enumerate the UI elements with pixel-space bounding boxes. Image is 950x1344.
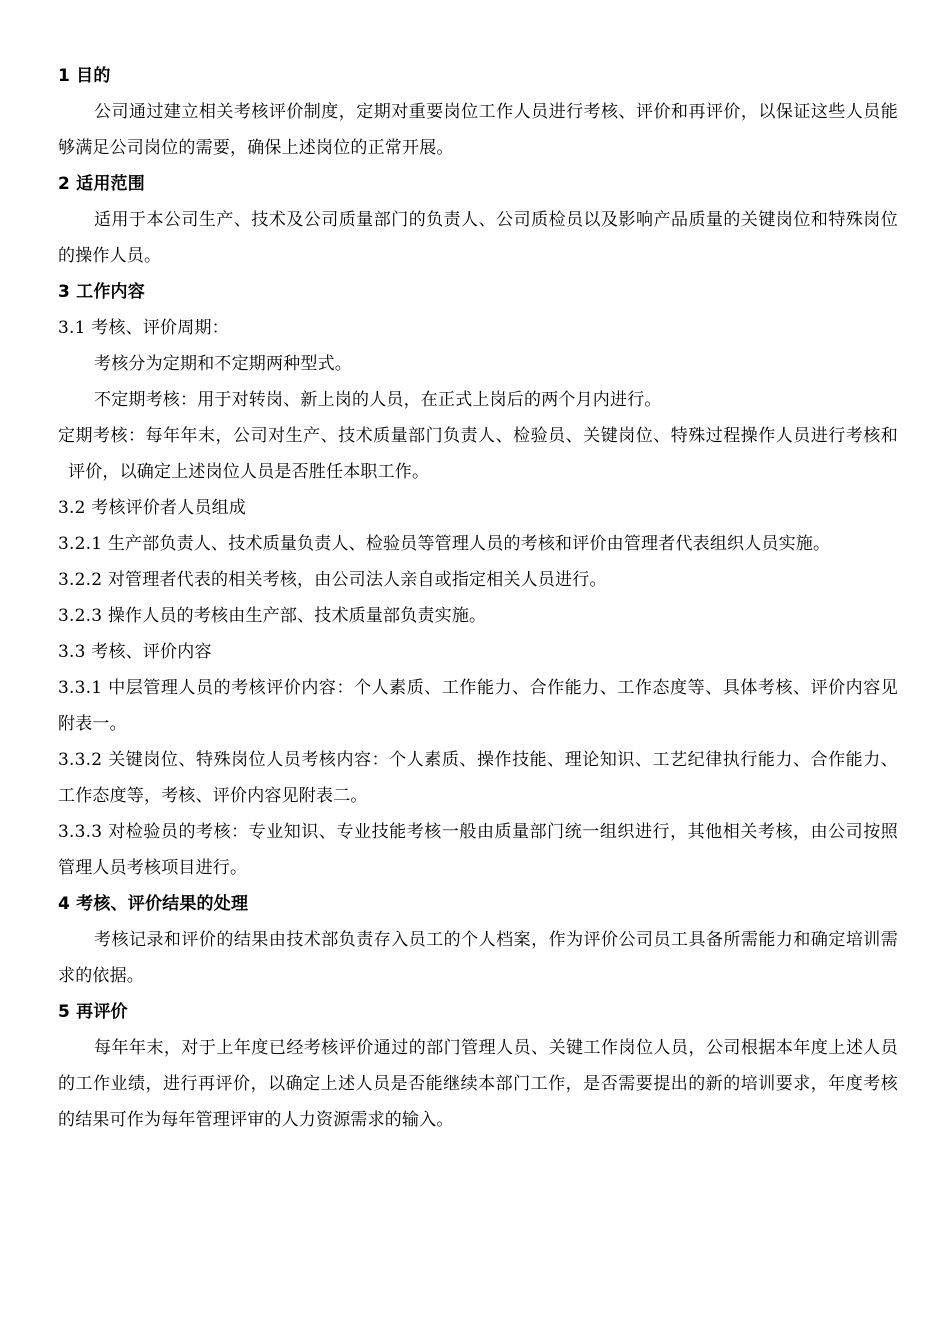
- section-4-paragraph: 考核记录和评价的结果由技术部负责存入员工的个人档案，作为评价公司员工具备所需能力和确定培训需求的依据。: [58, 930, 898, 986]
- subsection-3-2-title: 3.2 考核评价者人员组成: [58, 498, 247, 518]
- section-4-heading: 4 考核、评价结果的处理: [58, 894, 249, 914]
- subsection-3-1-title: 3.1 考核、评价周期：: [58, 318, 229, 338]
- section-3-heading: 3 工作内容: [58, 282, 145, 302]
- section-5-paragraph: 每年年末，对于上年度已经考核评价通过的部门管理人员、关键工作岗位人员，公司根据本年度上述人员的工作业绩，进行再评价，以确定上述人员是否能继续本部门工作，是否需要提出的新的培训要求，年度考核的结果可作为每年管理评审的人力资源需求的输入。: [58, 1038, 898, 1130]
- clause-3-3-2: 3.3.2 关键岗位、特殊岗位人员考核内容：个人素质、操作技能、理论知识、工艺纪律执行能力、合作能力、工作态度等，考核、评价内容见附表二。: [58, 750, 898, 806]
- clause-3-2-1: 3.2.1 生产部负责人、技术质量负责人、检验员等管理人员的考核和评价由管理者代表组织人员实施。: [58, 534, 831, 554]
- section-2-heading: 2 适用范围: [58, 174, 145, 194]
- section-1-paragraph: 公司通过建立相关考核评价制度，定期对重要岗位工作人员进行考核、评价和再评价，以保证这些人员能够满足公司岗位的需要，确保上述岗位的正常开展。: [58, 102, 898, 158]
- clause-3-3-3: 3.3.3 对检验员的考核：专业知识、专业技能考核一般由质量部门统一组织进行，其他相关考核，由公司按照管理人员考核项目进行。: [58, 822, 898, 878]
- document-body: [58, 58, 898, 1138]
- subsection-3-3-title: 3.3 考核、评价内容: [58, 642, 212, 662]
- clause-3-2-3: 3.2.3 操作人员的考核由生产部、技术质量部负责实施。: [58, 606, 487, 626]
- clause-3-2-2: 3.2.2 对管理者代表的相关考核，由公司法人亲自或指定相关人员进行。: [58, 570, 607, 590]
- subsection-3-1-paragraph-c: 定期考核：每年年末，公司对生产、技术质量部门负责人、检验员、关键岗位、特殊过程操作人员进行考核和评价，以确定上述岗位人员是否胜任本职工作。: [58, 426, 898, 482]
- subsection-3-1-paragraph-a: 考核分为定期和不定期两种型式。: [94, 354, 352, 374]
- clause-3-3-1: 3.3.1 中层管理人员的考核评价内容：个人素质、工作能力、合作能力、工作态度等、具体考核、评价内容见附表一。: [58, 678, 898, 734]
- section-5-heading: 5 再评价: [58, 1002, 128, 1022]
- subsection-3-1-paragraph-b: 不定期考核：用于对转岗、新上岗的人员，在正式上岗后的两个月内进行。: [94, 390, 662, 410]
- section-2-paragraph: 适用于本公司生产、技术及公司质量部门的负责人、公司质检员以及影响产品质量的关键岗位和特殊岗位的操作人员。: [58, 210, 898, 266]
- section-1-heading: 1 目的: [58, 66, 111, 86]
